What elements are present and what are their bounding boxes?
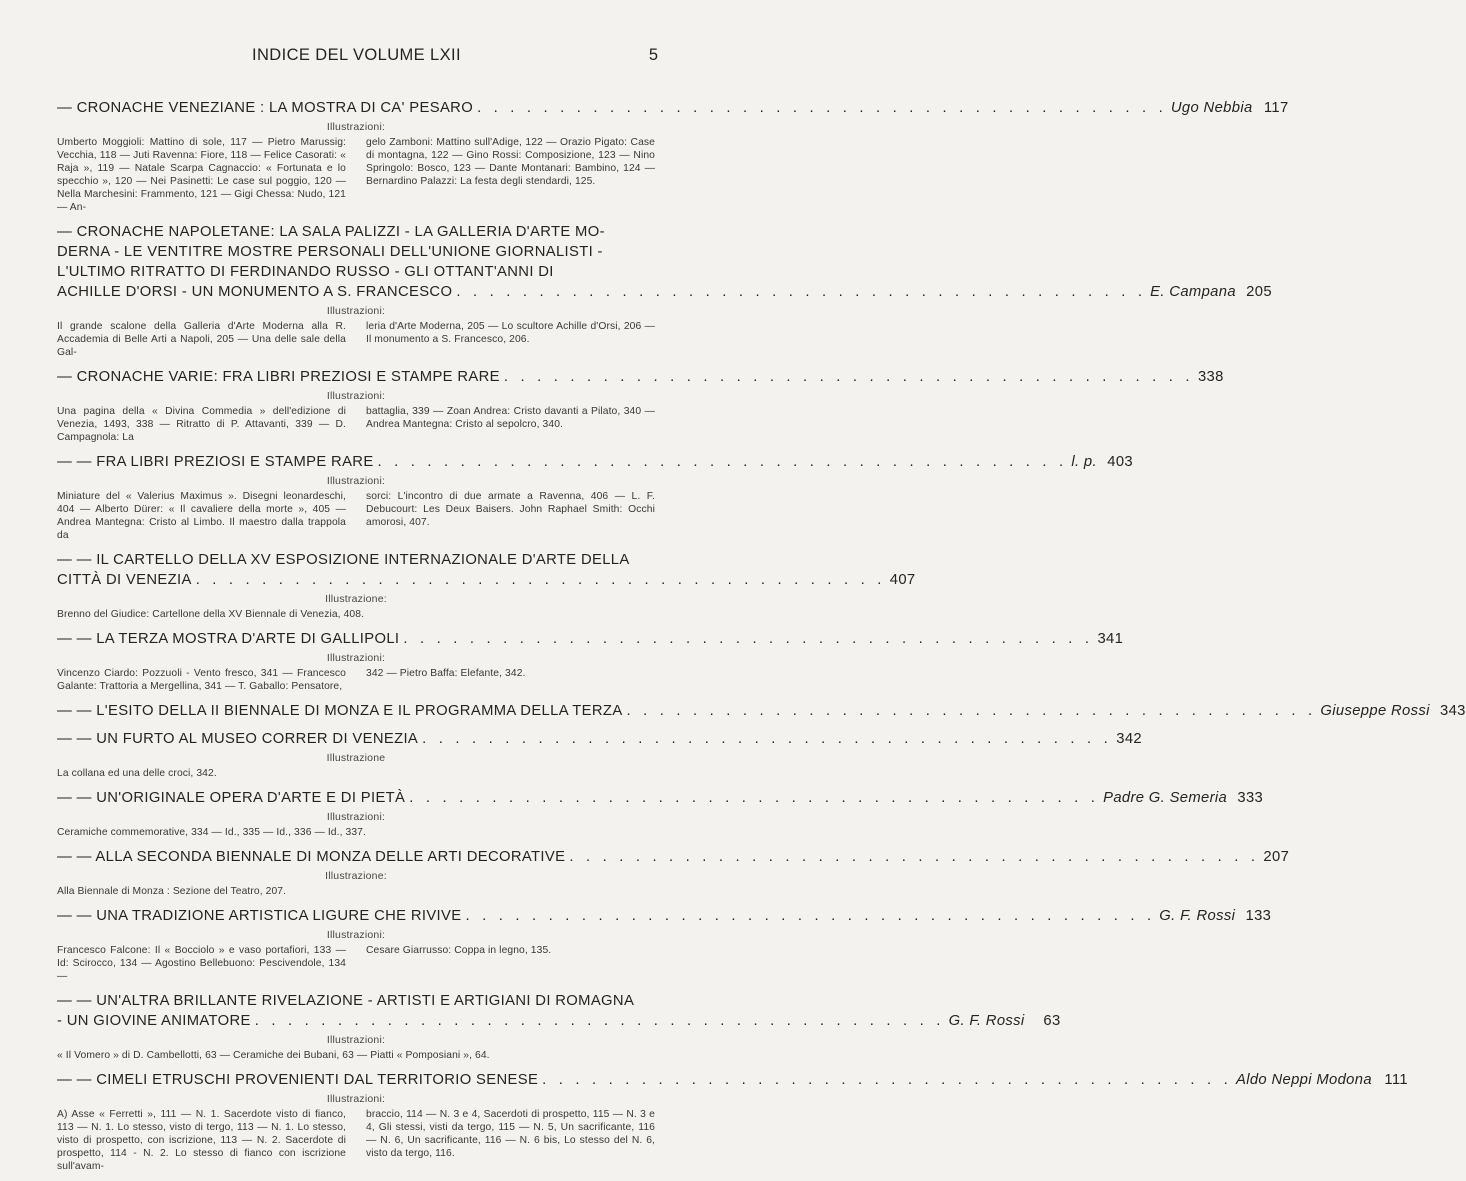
illustrations-left: Una pagina della « Divina Commedia » dell'edizione di Venezia, 1493, 338 — Ritratto di P. Attavanti, 339 — D. Campagnola: La	[57, 406, 346, 443]
illustrations-left: La collana ed una delle croci, 342.	[57, 768, 217, 779]
illustrations-right: battaglia, 339 — Zoan Andrea: Cristo davanti a Pilato, 340 — Andrea Mantegna: Cristo al sepolcro, 340.	[366, 406, 655, 430]
heading-text: — — CIMELI ETRUSCHI PROVENIENTI DAL TERRITORIO SENESE	[57, 1072, 539, 1088]
illustrations-left: Il grande scalone della Galleria d'Arte Moderna alla R. Accademia di Belle Arti a Napoli, 205 — Una delle sale della Gal-	[57, 321, 346, 358]
heading-line	[57, 906, 1272, 926]
illustrations-list	[57, 667, 655, 693]
illustrations-list	[57, 885, 655, 898]
illustrations-list	[57, 944, 655, 983]
dot-leader: . . . . . . . . . . . . . . . . . . . . . . . . . . . . . . . . . . . . . . . . . .	[456, 284, 1147, 300]
illustrations-label: Illustrazioni:	[326, 390, 386, 402]
illustrations-left: Brenno del Giudice: Cartellone della XV Biennale di Venezia, 408.	[57, 609, 365, 620]
author-name: Aldo Neppi Modona	[1236, 1072, 1372, 1088]
author-name: l. p.	[1071, 454, 1097, 470]
illustrations-label: Illustrazioni:	[326, 305, 386, 317]
heading-line	[57, 1070, 1408, 1090]
entry-heading	[57, 701, 1466, 721]
page-ref: 341	[1097, 631, 1124, 647]
illustrations-list	[57, 136, 655, 214]
page-ref: 205	[1246, 284, 1272, 300]
illustrations-label: Illustrazioni:	[326, 1093, 386, 1105]
entry-heading	[57, 906, 1272, 926]
heading-text: — — ALLA SECONDA BIENNALE DI MONZA DELLE ARTI DECORATIVE	[57, 849, 566, 865]
entry-heading	[57, 98, 1289, 118]
page-ref: 342	[1116, 731, 1142, 747]
heading-text: — — UNA TRADIZIONE ARTISTICA LIGURE CHE RIVIVE	[57, 908, 462, 924]
illustrations-list	[57, 320, 655, 359]
page-ref: 333	[1237, 790, 1264, 806]
running-header	[0, 46, 713, 70]
index-entry	[57, 788, 1264, 839]
heading-line	[57, 847, 1290, 867]
index-entry	[57, 906, 1272, 983]
dot-leader: . . . . . . . . . . . . . . . . . . . . . . . . . . . . . . . . . . . . . . . . . .	[626, 703, 1317, 719]
heading-line	[57, 1011, 1061, 1031]
entry-heading	[57, 1070, 1408, 1090]
illustrations-list	[57, 1108, 655, 1173]
entry-heading	[57, 729, 1142, 749]
dot-leader: . . . . . . . . . . . . . . . . . . . . . . . . . . . . . . . . . . . . . . . . . .	[465, 908, 1156, 924]
page-ref: 343	[1439, 703, 1466, 719]
heading-line	[57, 991, 655, 1011]
page-ref: 117	[1263, 100, 1289, 116]
heading-line	[57, 242, 655, 262]
heading-text: — CRONACHE VARIE: FRA LIBRI PREZIOSI E STAMPE RARE	[57, 369, 500, 385]
illustrations-label: Illustrazioni:	[326, 929, 386, 941]
illustrations-label: Illustrazione:	[325, 870, 387, 882]
author-name: Giuseppe Rossi	[1320, 703, 1430, 719]
page-number: 5	[648, 46, 658, 64]
illustrations-list	[57, 767, 655, 780]
author-name: G. F. Rossi	[1159, 908, 1236, 924]
illustrations-right: sorci: L'incontro di due armate a Ravenna, 406 — L. F. Debucourt: Les Deux Baisers. John Raphael Smith: Occhi amorosi, 407.	[366, 491, 655, 528]
dot-leader: . . . . . . . . . . . . . . . . . . . . . . . . . . . . . . . . . . . . . . . . . .	[542, 1072, 1232, 1088]
dot-leader: . . . . . . . . . . . . . . . . . . . . . . . . . . . . . . . . . . . . . . . . . .	[503, 369, 1194, 385]
illustrations-left: Umberto Moggioli: Mattino di sole, 117 — Pietro Marussig: Vecchia, 118 — Juti Ravenna: Fiore, 118 — Felice Casorati: « Raja », 119 — Natale Scarpa Cagnaccio: « Fortunata e lo specchio », 120 — Nei Pasinetti: Le case sul poggio, 120 — Nella Marchesini: Frammento, 121 — Gigi Chessa: Nudo, 121 — An-	[57, 137, 346, 213]
illustrations-left: Miniature del « Valerius Maximus ». Disegni leonardeschi, 404 — Alberto Dürer: « Il cavaliere della morte », 405 — Andrea Mantegna: Cristo al Limbo. Il maestro dalla trappola da	[57, 491, 346, 541]
illustrations-label: Illustrazioni:	[326, 1034, 386, 1046]
entry-heading	[57, 367, 1224, 387]
page-ref: 338	[1197, 369, 1224, 385]
author-name: G. F. Rossi	[948, 1013, 1025, 1029]
heading-line	[57, 729, 1142, 749]
page-ref: 403	[1107, 454, 1133, 470]
heading-line	[57, 570, 916, 590]
dot-leader: . . . . . . . . . . . . . . . . . . . . . . . . . . . . . . . . . . . . . . . . . .	[403, 631, 1094, 647]
dot-leader: . . . . . . . . . . . . . . . . . . . . . . . . . . . . . . . . . . . . . . . . . .	[254, 1013, 945, 1029]
dot-leader: . . . . . . . . . . . . . . . . . . . . . . . . . . . . . . . . . . . . . . . . . .	[195, 572, 886, 588]
dot-leader: . . . . . . . . . . . . . . . . . . . . . . . . . . . . . . . . . . . . . . . . . .	[477, 100, 1167, 116]
entry-heading	[57, 550, 916, 590]
illustrations-label: Illustrazioni:	[326, 811, 386, 823]
illustrations-left: Alla Biennale di Monza : Sezione del Teatro, 207.	[57, 886, 287, 897]
entry-heading	[57, 991, 1061, 1031]
heading-text: — — UN'ORIGINALE OPERA D'ARTE E DI PIETÀ	[57, 790, 406, 806]
illustrations-right: leria d'Arte Moderna, 205 — Lo scultore Achille d'Orsi, 206 — Il monumento a S. Francesco, 206.	[366, 321, 655, 345]
heading-text: L'ULTIMO RITRATTO DI FERDINANDO RUSSO - GLI OTTANT'ANNI DI	[57, 264, 554, 280]
heading-line	[57, 98, 1289, 118]
heading-text: CITTÀ DI VENEZIA	[57, 572, 192, 588]
illustrations-left: Ceramiche commemorative, 334 — Id., 335 — Id., 336 — Id., 337.	[57, 827, 366, 838]
heading-line	[57, 262, 655, 282]
heading-text: - UN GIOVINE ANIMATORE	[57, 1013, 251, 1029]
illustrations-left: A) Asse « Ferretti », 111 — N. 1. Sacerdote visto di fianco, 113 — N. 1. Lo stesso, visto di tergo, 113 — N. 1. Lo stesso, visto di prospetto, con iscrizione, 113 — N. 2. Sacerdote di prospetto, 114 - N. 2. Lo stesso di fianco con iscrizione sull'avam-	[57, 1109, 346, 1172]
heading-line	[57, 282, 1272, 302]
author-name: Padre G. Semeria	[1103, 790, 1228, 806]
index-entry	[57, 367, 1224, 444]
heading-line	[57, 629, 1124, 649]
illustrations-label: Illustrazione:	[325, 593, 387, 605]
heading-text: ACHILLE D'ORSI - UN MONUMENTO A S. FRANCESCO	[57, 284, 453, 300]
index-entry	[57, 701, 1466, 721]
index-entry	[57, 847, 1290, 898]
index-entry	[57, 550, 916, 621]
illustrations-right: braccio, 114 — N. 3 e 4, Sacerdoti di prospetto, 115 — N. 3 e 4, Gli stessi, visti da tergo, 115 — N. 5, Un sacrificante, 116 — N. 6, Un sacrificante, 116 — N. 6 bis, Lo stesso del N. 6, visto da tergo, 116.	[366, 1109, 655, 1159]
illustrations-label: Illustrazione	[326, 752, 386, 764]
illustrations-list	[57, 405, 655, 444]
index-entry	[57, 1070, 1408, 1173]
illustrations-label: Illustrazioni:	[326, 652, 386, 664]
heading-line	[57, 701, 1466, 721]
page-ref: 111	[1384, 1072, 1408, 1088]
page-ref: 407	[889, 572, 916, 588]
running-title: INDICE DEL VOLUME LXII	[252, 46, 461, 64]
heading-text: — CRONACHE NAPOLETANE: LA SALA PALIZZI - LA GALLERIA D'ARTE MO-	[57, 224, 605, 240]
illustrations-label: Illustrazioni:	[326, 475, 386, 487]
page-ref: 207	[1263, 849, 1290, 865]
index-entry	[57, 729, 1142, 780]
index-entry	[57, 629, 1124, 693]
heading-line	[57, 367, 1224, 387]
index-entry	[57, 452, 1133, 542]
index-entries	[57, 98, 1466, 1181]
illustrations-list	[57, 826, 655, 839]
illustrations-right: 342 — Pietro Baffa: Elefante, 342.	[366, 668, 526, 679]
dot-leader: . . . . . . . . . . . . . . . . . . . . . . . . . . . . . . . . . . . . . . . . . .	[422, 731, 1112, 747]
heading-line	[57, 550, 655, 570]
index-entry	[57, 98, 1289, 214]
illustrations-left: Vincenzo Ciardo: Pozzuoli - Vento fresco, 341 — Francesco Galante: Trattoria a Mergellina, 341 — T. Gaballo: Pensatore,	[57, 668, 346, 692]
illustrations-list	[57, 608, 655, 621]
dot-leader: . . . . . . . . . . . . . . . . . . . . . . . . . . . . . . . . . . . . . . . . . .	[409, 790, 1100, 806]
heading-text: — — L'ESITO DELLA II BIENNALE DI MONZA E IL PROGRAMMA DELLA TERZA	[57, 703, 623, 719]
heading-line	[57, 452, 1133, 472]
illustrations-list	[57, 1049, 655, 1062]
entry-heading	[57, 629, 1124, 649]
illustrations-left: « Il Vomero » di D. Cambellotti, 63 — Ceramiche dei Bubani, 63 — Piatti « Pomposiani », 64.	[57, 1050, 490, 1061]
page-ref: 133	[1245, 908, 1272, 924]
heading-text: — — UN FURTO AL MUSEO CORRER DI VENEZIA	[57, 731, 419, 747]
illustrations-list	[57, 490, 655, 542]
heading-text: DERNA - LE VENTITRE MOSTRE PERSONALI DELL'UNIONE GIORNALISTI -	[57, 244, 603, 260]
entry-heading	[57, 452, 1133, 472]
heading-text: — — LA TERZA MOSTRA D'ARTE DI GALLIPOLI	[57, 631, 400, 647]
dot-leader: . . . . . . . . . . . . . . . . . . . . . . . . . . . . . . . . . . . . . . . . . .	[569, 849, 1260, 865]
heading-line	[57, 788, 1264, 808]
illustrations-right: gelo Zamboni: Mattino sull'Adige, 122 — Orazio Pigato: Case di montagna, 122 — Gino Rossi: Composizione, 123 — Nino Springolo: Bosco, 123 — Dante Montanari: Bambino, 124 — Bernardino Palazzi: La festa degli stendardi, 125.	[366, 137, 655, 187]
entry-heading	[57, 222, 1272, 302]
heading-line	[57, 222, 655, 242]
heading-text: — CRONACHE VENEZIANE : LA MOSTRA DI CA' PESARO	[57, 100, 474, 116]
dot-leader: . . . . . . . . . . . . . . . . . . . . . . . . . . . . . . . . . . . . . . . . . .	[377, 454, 1068, 470]
entry-heading	[57, 788, 1264, 808]
heading-text: — — IL CARTELLO DELLA XV ESPOSIZIONE INTERNAZIONALE D'ARTE DELLA	[57, 552, 630, 568]
page-ref: 63	[1043, 1013, 1061, 1029]
heading-text: — — FRA LIBRI PREZIOSI E STAMPE RARE	[57, 454, 374, 470]
entry-heading	[57, 847, 1290, 867]
heading-text: — — UN'ALTRA BRILLANTE RIVELAZIONE - ARTISTI E ARTIGIANI DI ROMAGNA	[57, 993, 635, 1009]
index-entry	[57, 222, 1272, 359]
index-entry	[57, 991, 1061, 1062]
illustrations-left: Francesco Falcone: Il « Bocciolo » e vaso portafiori, 133 — Id: Scirocco, 134 — Agostino Bellebuono: Pescivendole, 134 —	[57, 945, 346, 982]
illustrations-label: Illustrazioni:	[326, 121, 386, 133]
illustrations-right: Cesare Giarrusso: Coppa in legno, 135.	[366, 945, 552, 956]
author-name: Ugo Nebbia	[1170, 100, 1253, 116]
author-name: E. Campana	[1150, 284, 1236, 300]
